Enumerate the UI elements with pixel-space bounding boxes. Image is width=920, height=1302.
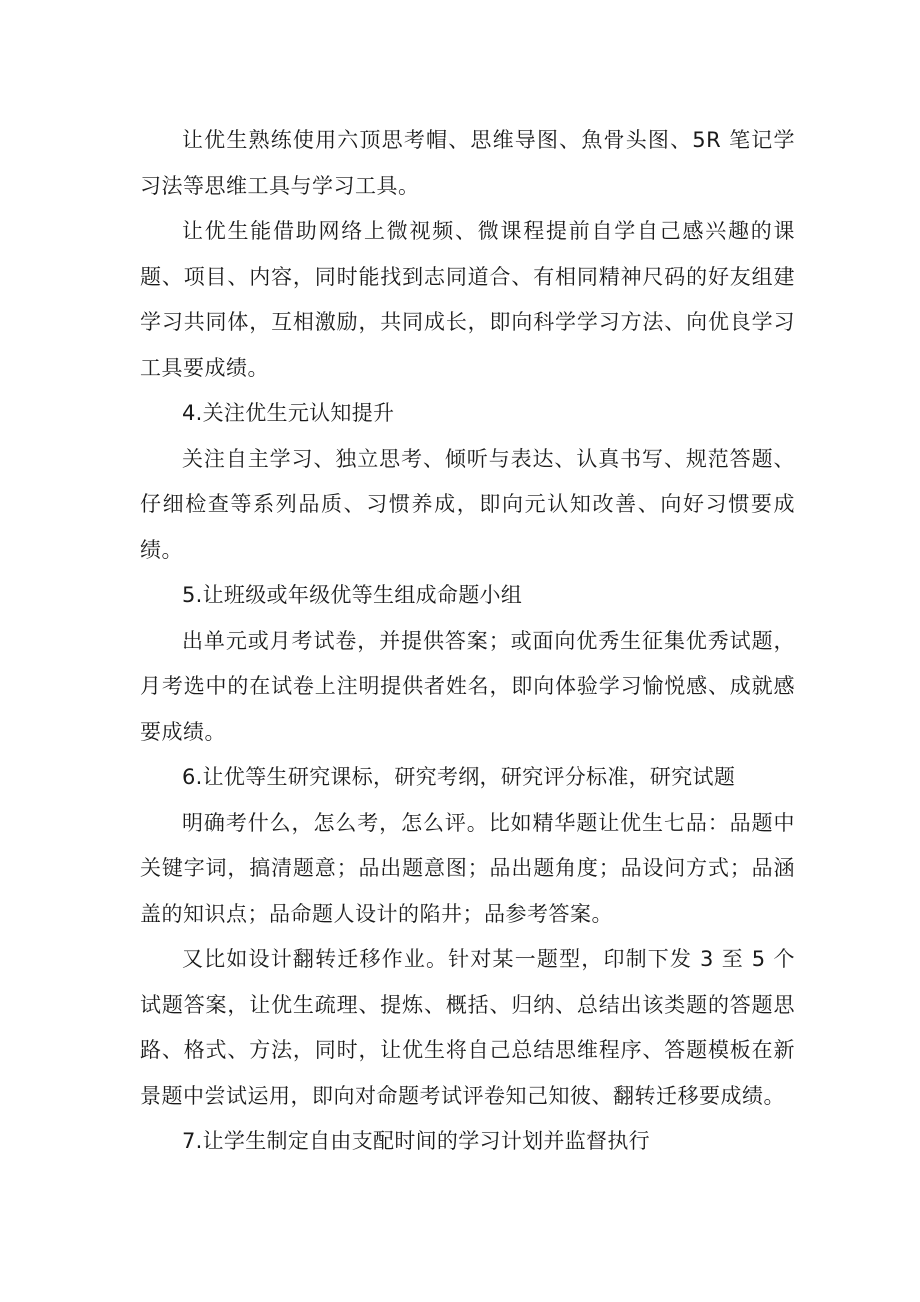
paragraph-habits: 关注自主学习、独立思考、倾听与表达、认真书写、规范答题、仔细检查等系列品质、习惯养成，即向元认知改善、向好习惯要成绩。 (140, 446, 795, 562)
paragraph-test-papers: 出单元或月考试卷，并提供答案；或面向优秀生征集优秀试题，月考选中的在试卷上注明提供者姓名，即向体验学习愉悦感、成就感要成绩。 (140, 628, 795, 744)
document-body (140, 118, 795, 1165)
heading-6-study-standards: 6.让优等生研究课标，研究考纲，研究评分标准，研究试题 (182, 765, 736, 789)
paragraph-thinking-tools: 让优生熟练使用六顶思考帽、思维导图、魚骨头图、5R 笔记学习法等思维工具与学习工具。 (140, 128, 795, 198)
paragraph-seven-evaluations: 明确考什么，怎么考，怎么评。比如精华题让优生七品：品题中关键字词，搞清题意；品出题意图；品出题角度；品设问方式；品涵盖的知识点；品命题人设计的陷井；品参考答案。 (140, 810, 795, 926)
heading-7-study-plan: 7.让学生制定自由支配时间的学习计划并监督执行 (182, 1129, 650, 1153)
heading-5-question-group: 5.让班级或年级优等生组成命题小组 (182, 583, 523, 607)
paragraph-online-learning: 让优生能借助网络上微视频、微课程提前自学自己感兴趣的课题、项目、内容，同时能找到志同道合、有相同精神尺码的好友组建学习共同体，互相激励，共同成长，即向科学学习方法、向优良学习工具要成绩。 (140, 219, 795, 380)
heading-4-metacognition: 4.关注优生元认知提升 (182, 401, 395, 425)
paragraph-flipped-homework: 又比如设计翻转迁移作业。针对某一题型，印制下发 3 至 5 个试题答案，让优生疏理、提炼、概括、归纳、总结出该类题的答题思路、格式、方法，同时，让优生将自己总结思维程序、答题模板在新景题中尝试运用，即向对命题考试评卷知己知彼、翻转迁移要成绩。 (140, 947, 795, 1108)
